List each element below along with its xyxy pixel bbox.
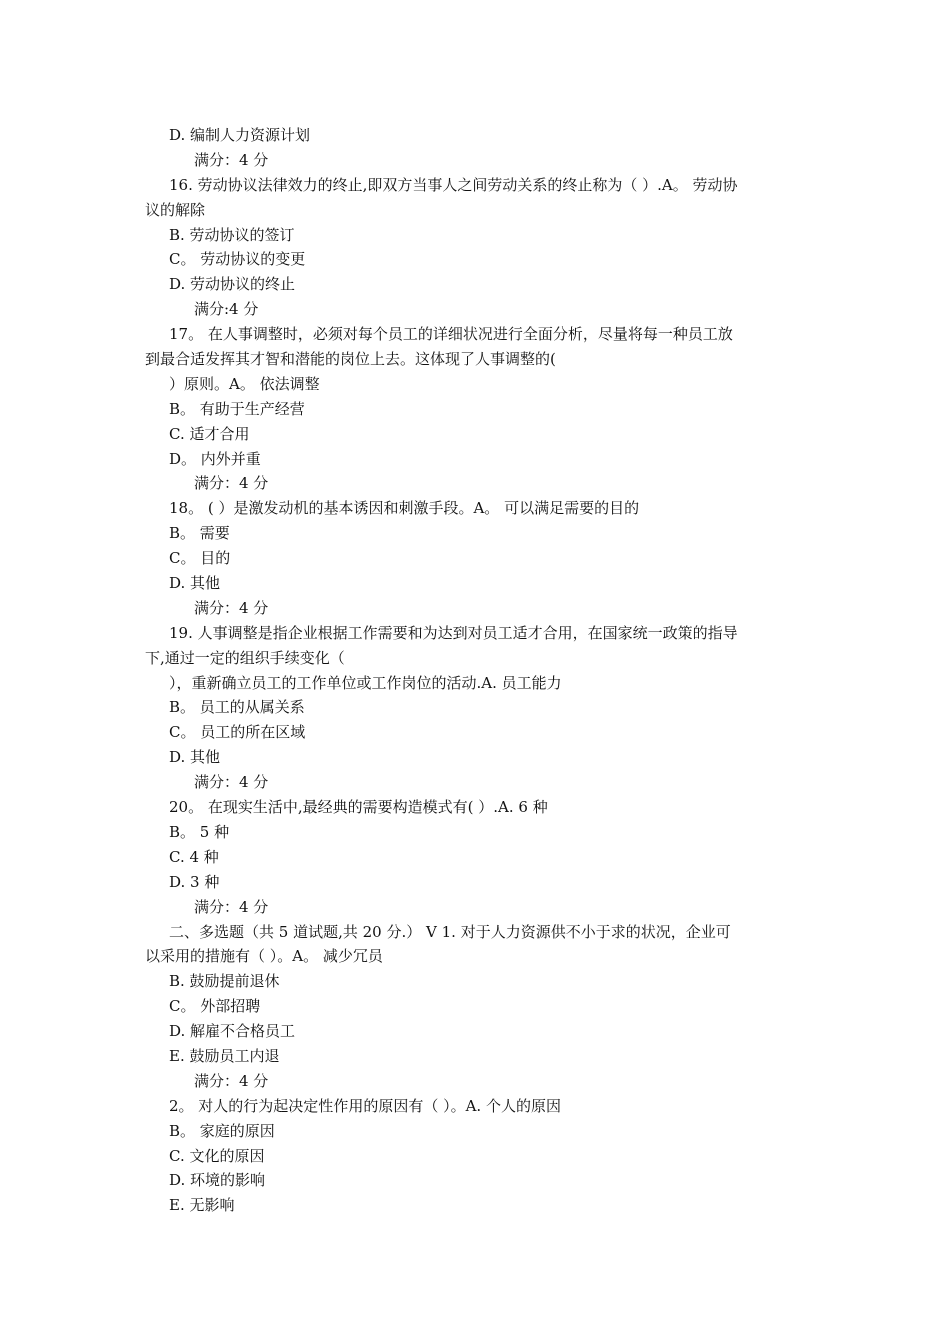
answer-option: D. 3 种 [169,872,220,891]
question-text-continued: 到最合适发挥其才智和潜能的岗位上去。这体现了人事调整的( [145,350,556,369]
exam-text-body [145,123,810,1218]
answer-option: B. 劳动协议的签订 [169,225,295,244]
score-line: 满分：4 分 [194,150,269,169]
question-text: 20。 在现实生活中,最经典的需要构造模式有( ）.A. 6 种 [169,798,548,817]
question-text: 17。 在人事调整时，必须对每个员工的详细状况进行全面分析，尽量将每一种员工放 [169,325,733,344]
question-text: 16. 劳动协议法律效力的终止,即双方当事人之间劳动关系的终止称为（ ）.A。 劳动协 [169,175,738,194]
answer-option: D. 劳动协议的终止 [169,275,296,294]
question-text-continued: ）原则。A。 依法调整 [169,374,320,393]
answer-option: B。 5 种 [169,822,230,841]
answer-option: E. 鼓励员工内退 [169,1046,280,1065]
score-line: 满分：4 分 [194,1071,269,1090]
answer-option: D. 其他 [169,748,221,767]
question-text-continued: 议的解除 [145,200,206,219]
question-text-continued: ），重新确立员工的工作单位或工作岗位的活动.A. 员工能力 [169,673,562,692]
score-line: 满分：4 分 [194,598,269,617]
answer-option: C。 员工的所在区域 [169,723,306,742]
question-text: 二、多选题（共 5 道试题,共 20 分.） V 1. 对于人力资源供不小于求的状况，企业可 [169,922,731,941]
question-text: 19. 人事调整是指企业根据工作需要和为达到对员工适才合用，在国家统一政策的指导 [169,623,738,642]
answer-option: D. 其他 [169,574,221,593]
question-text: 2。 对人的行为起决定性作用的原因有（ ）。A. 个人的原因 [169,1096,561,1115]
answer-option: C. 文化的原因 [169,1146,265,1165]
question-text-continued: 以采用的措施有（ ）。A。 减少冗员 [145,947,383,966]
answer-option: D。 内外并重 [169,449,261,468]
answer-option: B. 鼓励提前退休 [169,972,280,991]
score-line: 满分:4 分 [194,300,259,319]
answer-option: B。 需要 [169,524,230,543]
answer-option: C. 4 种 [169,847,219,866]
answer-option: D. 环境的影响 [169,1171,266,1190]
answer-option: D. 编制人力资源计划 [169,126,311,144]
answer-option: C。 外部招聘 [169,997,261,1016]
answer-option: B。 有助于生产经营 [169,399,305,418]
score-line: 满分：4 分 [194,773,269,792]
answer-option: C. 适才合用 [169,424,250,443]
answer-option: C。 目的 [169,549,231,568]
answer-option: B。 员工的从属关系 [169,698,305,717]
answer-option: B。 家庭的原因 [169,1121,275,1140]
question-text-continued: 下,通过一定的组织手续变化（ [145,648,345,667]
score-line: 满分：4 分 [194,474,269,493]
score-line: 满分：4 分 [194,897,269,916]
answer-option: E. 无影响 [169,1196,235,1215]
question-text: 18。 ( ）是激发动机的基本诱因和刺激手段。A。 可以满足需要的目的 [169,499,640,518]
answer-option: C。 劳动协议的变更 [169,250,306,269]
answer-option: D. 解雇不合格员工 [169,1022,296,1041]
